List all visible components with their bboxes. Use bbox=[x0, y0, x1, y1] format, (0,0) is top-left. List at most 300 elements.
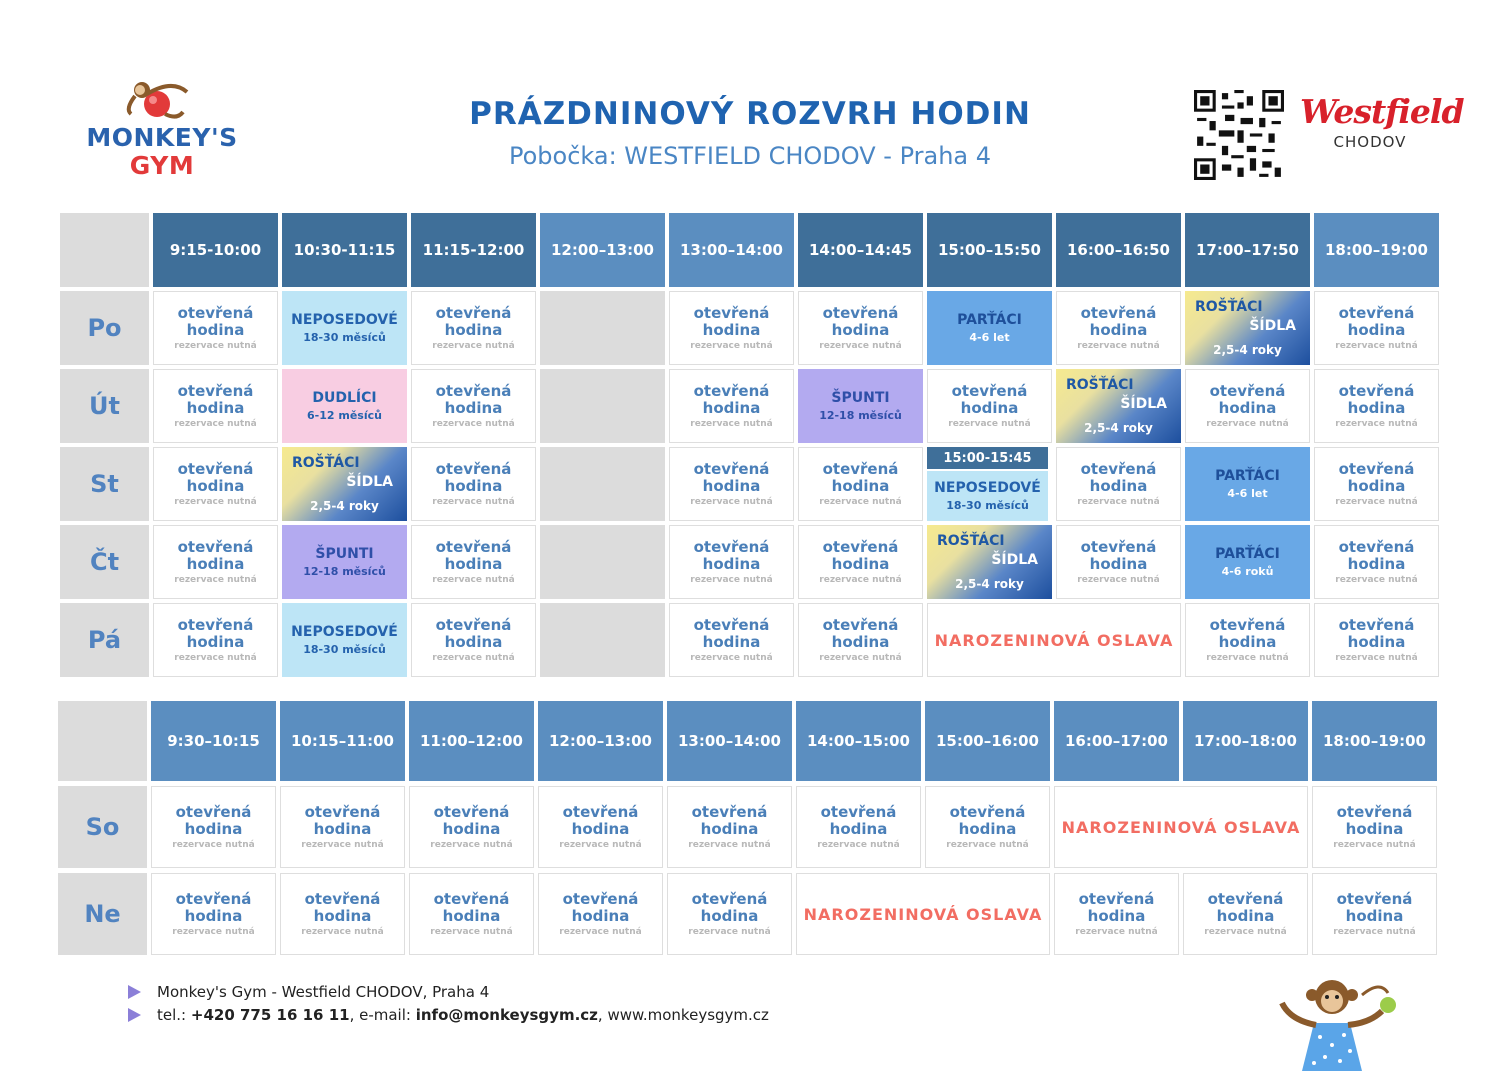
open-label-2: hodina bbox=[571, 907, 630, 925]
class-age: 12-18 měsíců bbox=[819, 409, 902, 422]
class-cell-rostaci[interactable] bbox=[1185, 291, 1310, 365]
open-label: otevřená bbox=[822, 538, 899, 556]
open-label: otevřená bbox=[177, 460, 254, 478]
reservation-note: rezervace nutná bbox=[1335, 653, 1418, 663]
reservation-note: rezervace nutná bbox=[432, 341, 515, 351]
phone-number[interactable]: +420 775 16 16 11 bbox=[190, 1006, 350, 1024]
open-session-cell[interactable] bbox=[280, 786, 405, 868]
time-slot-header bbox=[667, 701, 792, 781]
time-slot-header bbox=[1185, 213, 1310, 287]
reservation-note: rezervace nutná bbox=[690, 497, 773, 507]
time-slot-label: 18:00–19:00 bbox=[1325, 241, 1428, 259]
time-slot-label: 14:00–14:45 bbox=[809, 241, 912, 259]
open-session-cell[interactable] bbox=[796, 786, 921, 868]
time-slot-header bbox=[411, 213, 536, 287]
class-name: ROŠŤÁCI bbox=[1066, 377, 1134, 393]
open-label: otevřená bbox=[1209, 382, 1286, 400]
class-name: DUDLÍCI bbox=[312, 390, 377, 406]
open-label-2: hodina bbox=[186, 633, 245, 651]
open-label: otevřená bbox=[1338, 460, 1415, 478]
open-session-cell[interactable] bbox=[151, 873, 276, 955]
closed-slot bbox=[540, 525, 665, 599]
reservation-note: rezervace nutná bbox=[1335, 419, 1418, 429]
reservation-note: rezervace nutná bbox=[1206, 653, 1289, 663]
open-session-cell[interactable] bbox=[798, 291, 923, 365]
open-label-2: hodina bbox=[831, 555, 890, 573]
time-slot-header bbox=[540, 213, 665, 287]
time-slot-header bbox=[1312, 701, 1437, 781]
open-label: otevřená bbox=[435, 538, 512, 556]
open-label: otevřená bbox=[435, 382, 512, 400]
page-subtitle: Pobočka: WESTFIELD CHODOV - Praha 4 bbox=[508, 142, 992, 170]
split-time-label: 15:00-15:45 bbox=[943, 450, 1032, 466]
open-label-2: hodina bbox=[702, 399, 761, 417]
open-session-cell[interactable] bbox=[669, 603, 794, 677]
open-label-2: hodina bbox=[1089, 477, 1148, 495]
class-age: 4-6 roků bbox=[1221, 565, 1274, 578]
table-corner bbox=[60, 213, 149, 287]
reservation-note: rezervace nutná bbox=[1204, 927, 1287, 937]
westfield-name: Westfield bbox=[1300, 92, 1464, 131]
time-slot-label: 10:30-11:15 bbox=[293, 241, 396, 259]
class-cell[interactable] bbox=[282, 525, 407, 599]
reservation-note: rezervace nutná bbox=[301, 927, 384, 937]
open-session-cell[interactable] bbox=[409, 786, 534, 868]
open-session-cell[interactable] bbox=[667, 786, 792, 868]
party-label: NAROZENINOVÁ OSLAVA bbox=[1061, 817, 1301, 837]
reservation-note: rezervace nutná bbox=[174, 575, 257, 585]
class-age: 18-30 měsíců bbox=[946, 499, 1029, 512]
day-label bbox=[60, 603, 149, 677]
open-session-cell[interactable] bbox=[153, 369, 278, 443]
open-label: otevřená bbox=[562, 890, 639, 908]
open-session-cell[interactable] bbox=[153, 603, 278, 677]
day-name: Pá bbox=[87, 626, 122, 654]
time-slot-header bbox=[153, 213, 278, 287]
open-session-cell[interactable] bbox=[1183, 873, 1308, 955]
time-slot-label: 13:00–14:00 bbox=[678, 732, 781, 750]
open-label: otevřená bbox=[304, 803, 381, 821]
day-label bbox=[60, 369, 149, 443]
open-label-2: hodina bbox=[1345, 820, 1404, 838]
open-label: otevřená bbox=[693, 538, 770, 556]
class-cell-rostaci[interactable] bbox=[282, 447, 407, 521]
class-cell[interactable] bbox=[927, 291, 1052, 365]
reservation-note: rezervace nutná bbox=[690, 653, 773, 663]
reservation-note: rezervace nutná bbox=[690, 575, 773, 585]
time-slot-header bbox=[925, 701, 1050, 781]
open-label: otevřená bbox=[1338, 304, 1415, 322]
time-slot-label: 14:00–15:00 bbox=[807, 732, 910, 750]
open-label-2: hodina bbox=[1089, 555, 1148, 573]
reservation-note: rezervace nutná bbox=[430, 927, 513, 937]
class-age: 18-30 měsíců bbox=[303, 331, 386, 344]
open-session-cell[interactable] bbox=[1314, 525, 1439, 599]
class-name: NEPOSEDOVÉ bbox=[934, 480, 1041, 496]
day-name: Čt bbox=[89, 548, 120, 576]
open-label: otevřená bbox=[693, 382, 770, 400]
open-label-2: hodina bbox=[1218, 399, 1277, 417]
footer-address bbox=[128, 983, 489, 1001]
reservation-note: rezervace nutná bbox=[1077, 575, 1160, 585]
open-label-2: hodina bbox=[186, 399, 245, 417]
reservation-note: rezervace nutná bbox=[432, 497, 515, 507]
class-name-2: ŠÍDLA bbox=[991, 552, 1038, 568]
class-name: PARŤÁCI bbox=[1215, 468, 1280, 484]
logo-wordmark bbox=[82, 124, 242, 180]
open-label-2: hodina bbox=[313, 907, 372, 925]
class-name-2: ŠÍDLA bbox=[346, 474, 393, 490]
class-age: 4-6 let bbox=[1227, 487, 1268, 500]
day-name: Út bbox=[89, 392, 120, 420]
reservation-note: rezervace nutná bbox=[688, 840, 771, 850]
birthday-party-cell[interactable] bbox=[796, 873, 1050, 955]
class-age: 18-30 měsíců bbox=[303, 643, 386, 656]
reservation-note: rezervace nutná bbox=[1335, 497, 1418, 507]
open-session-cell[interactable] bbox=[1056, 447, 1181, 521]
reservation-note: rezervace nutná bbox=[172, 927, 255, 937]
open-session-cell[interactable] bbox=[667, 873, 792, 955]
open-session-cell[interactable] bbox=[538, 786, 663, 868]
time-slot-label: 16:00–17:00 bbox=[1065, 732, 1168, 750]
open-session-cell[interactable] bbox=[669, 447, 794, 521]
email-link[interactable]: info@monkeysgym.cz bbox=[415, 1006, 598, 1024]
time-slot-header bbox=[282, 213, 407, 287]
open-session-cell[interactable] bbox=[411, 291, 536, 365]
class-name: PARŤÁCI bbox=[957, 312, 1022, 328]
class-age: 2,5-4 roky bbox=[1084, 421, 1153, 435]
open-label-2: hodina bbox=[444, 321, 503, 339]
page-title: PRÁZDNINOVÝ ROZVRH HODIN bbox=[469, 96, 1031, 132]
day-label bbox=[60, 291, 149, 365]
open-label: otevřená bbox=[691, 803, 768, 821]
open-label: otevřená bbox=[435, 616, 512, 634]
open-session-cell[interactable] bbox=[1056, 291, 1181, 365]
logo-line1: MONKEY'S bbox=[86, 123, 238, 152]
open-label: otevřená bbox=[177, 304, 254, 322]
footer-contact bbox=[128, 1006, 769, 1024]
time-slot-header bbox=[1054, 701, 1179, 781]
time-slot-label: 12:00–13:00 bbox=[549, 732, 652, 750]
closed-slot bbox=[540, 603, 665, 677]
day-label bbox=[60, 525, 149, 599]
open-session-cell[interactable] bbox=[1056, 525, 1181, 599]
time-slot-label: 16:00–16:50 bbox=[1067, 241, 1170, 259]
class-name: ŠPUNTI bbox=[315, 546, 374, 562]
split-time-header bbox=[927, 447, 1048, 469]
open-label: otevřená bbox=[693, 460, 770, 478]
bullet-arrow-icon bbox=[128, 985, 141, 999]
open-session-cell[interactable] bbox=[411, 603, 536, 677]
class-cell[interactable] bbox=[1185, 447, 1310, 521]
closed-slot bbox=[540, 369, 665, 443]
bullet-arrow-icon bbox=[128, 1008, 141, 1022]
open-label-2: hodina bbox=[444, 555, 503, 573]
monkeys-gym-logo bbox=[72, 74, 242, 194]
open-label-2: hodina bbox=[1216, 907, 1275, 925]
reservation-note: rezervace nutná bbox=[174, 419, 257, 429]
open-session-cell[interactable] bbox=[669, 369, 794, 443]
open-session-cell[interactable] bbox=[925, 786, 1050, 868]
open-label: otevřená bbox=[822, 616, 899, 634]
birthday-party-cell[interactable] bbox=[927, 603, 1181, 677]
open-label-2: hodina bbox=[1347, 555, 1406, 573]
monkey-mascot-icon bbox=[1270, 975, 1400, 1071]
day-label bbox=[58, 873, 147, 955]
open-session-cell[interactable] bbox=[1312, 786, 1437, 868]
tel-label: tel.: bbox=[157, 1006, 191, 1024]
open-label: otevřená bbox=[1078, 890, 1155, 908]
class-age: 12-18 měsíců bbox=[303, 565, 386, 578]
class-cell[interactable] bbox=[927, 471, 1048, 521]
open-label: otevřená bbox=[1209, 616, 1286, 634]
open-label: otevřená bbox=[1080, 304, 1157, 322]
open-session-cell[interactable] bbox=[538, 873, 663, 955]
reservation-note: rezervace nutná bbox=[174, 653, 257, 663]
qr-code-icon[interactable] bbox=[1194, 90, 1284, 180]
open-label: otevřená bbox=[822, 460, 899, 478]
reservation-note: rezervace nutná bbox=[819, 497, 902, 507]
class-cell[interactable] bbox=[1185, 525, 1310, 599]
open-label: otevřená bbox=[949, 803, 1026, 821]
open-label: otevřená bbox=[822, 304, 899, 322]
time-slot-header bbox=[409, 701, 534, 781]
time-slot-label: 15:00–15:50 bbox=[938, 241, 1041, 259]
reservation-note: rezervace nutná bbox=[559, 927, 642, 937]
open-label-2: hodina bbox=[184, 820, 243, 838]
reservation-note: rezervace nutná bbox=[1335, 341, 1418, 351]
reservation-note: rezervace nutná bbox=[301, 840, 384, 850]
time-slot-header bbox=[151, 701, 276, 781]
reservation-note: rezervace nutná bbox=[946, 840, 1029, 850]
open-label: otevřená bbox=[693, 616, 770, 634]
open-label-2: hodina bbox=[831, 477, 890, 495]
open-session-cell[interactable] bbox=[669, 525, 794, 599]
reservation-note: rezervace nutná bbox=[690, 341, 773, 351]
time-slot-label: 11:00–12:00 bbox=[420, 732, 523, 750]
party-label: NAROZENINOVÁ OSLAVA bbox=[803, 904, 1043, 924]
time-slot-header bbox=[798, 213, 923, 287]
reservation-note: rezervace nutná bbox=[688, 927, 771, 937]
open-session-cell[interactable] bbox=[1314, 369, 1439, 443]
open-session-cell[interactable] bbox=[1314, 291, 1439, 365]
reservation-note: rezervace nutná bbox=[432, 419, 515, 429]
class-cell[interactable] bbox=[282, 369, 407, 443]
open-label-2: hodina bbox=[1345, 907, 1404, 925]
time-slot-label: 17:00–17:50 bbox=[1196, 241, 1299, 259]
time-slot-header bbox=[669, 213, 794, 287]
open-label: otevřená bbox=[1080, 538, 1157, 556]
class-name: PARŤÁCI bbox=[1215, 546, 1280, 562]
open-label-2: hodina bbox=[186, 321, 245, 339]
open-session-cell[interactable] bbox=[669, 291, 794, 365]
open-label-2: hodina bbox=[444, 633, 503, 651]
party-label: NAROZENINOVÁ OSLAVA bbox=[934, 630, 1174, 650]
class-name: NEPOSEDOVÉ bbox=[291, 312, 398, 328]
open-label: otevřená bbox=[175, 803, 252, 821]
open-label: otevřená bbox=[1080, 460, 1157, 478]
open-label: otevřená bbox=[820, 803, 897, 821]
day-name: So bbox=[85, 813, 120, 841]
open-session-cell[interactable] bbox=[1054, 873, 1179, 955]
open-label: otevřená bbox=[435, 304, 512, 322]
open-session-cell[interactable] bbox=[409, 873, 534, 955]
time-slot-header bbox=[1183, 701, 1308, 781]
email-label: , e-mail: bbox=[349, 1006, 416, 1024]
time-slot-header bbox=[927, 213, 1052, 287]
open-label-2: hodina bbox=[442, 907, 501, 925]
class-cell[interactable] bbox=[282, 603, 407, 677]
open-label-2: hodina bbox=[444, 399, 503, 417]
open-session-cell[interactable] bbox=[1185, 603, 1310, 677]
open-label-2: hodina bbox=[958, 820, 1017, 838]
time-slot-label: 15:00–16:00 bbox=[936, 732, 1039, 750]
open-label-2: hodina bbox=[186, 477, 245, 495]
open-label: otevřená bbox=[1338, 382, 1415, 400]
open-label-2: hodina bbox=[1347, 399, 1406, 417]
monkey-ball-icon bbox=[117, 74, 197, 124]
open-label: otevřená bbox=[175, 890, 252, 908]
open-session-cell[interactable] bbox=[151, 786, 276, 868]
class-cell-rostaci[interactable] bbox=[1056, 369, 1181, 443]
reservation-note: rezervace nutná bbox=[819, 653, 902, 663]
open-label: otevřená bbox=[177, 382, 254, 400]
class-cell[interactable] bbox=[282, 291, 407, 365]
open-label-2: hodina bbox=[571, 820, 630, 838]
time-slot-label: 17:00–18:00 bbox=[1194, 732, 1297, 750]
reservation-note: rezervace nutná bbox=[172, 840, 255, 850]
open-label: otevřená bbox=[435, 460, 512, 478]
reservation-note: rezervace nutná bbox=[1333, 840, 1416, 850]
class-age: 2,5-4 roky bbox=[1213, 343, 1282, 357]
reservation-note: rezervace nutná bbox=[432, 653, 515, 663]
open-label-2: hodina bbox=[186, 555, 245, 573]
time-slot-label: 13:00–14:00 bbox=[680, 241, 783, 259]
open-session-cell[interactable] bbox=[153, 525, 278, 599]
open-label-2: hodina bbox=[700, 820, 759, 838]
birthday-party-cell[interactable] bbox=[1054, 786, 1308, 868]
westfield-place: CHODOV bbox=[1333, 133, 1407, 151]
open-label-2: hodina bbox=[313, 820, 372, 838]
reservation-note: rezervace nutná bbox=[817, 840, 900, 850]
reservation-note: rezervace nutná bbox=[174, 341, 257, 351]
class-age: 2,5-4 roky bbox=[955, 577, 1024, 591]
time-slot-label: 12:00–13:00 bbox=[551, 241, 654, 259]
open-session-cell[interactable] bbox=[1185, 369, 1310, 443]
open-label: otevřená bbox=[304, 890, 381, 908]
open-label-2: hodina bbox=[829, 820, 888, 838]
open-label-2: hodina bbox=[700, 907, 759, 925]
reservation-note: rezervace nutná bbox=[432, 575, 515, 585]
open-label: otevřená bbox=[433, 803, 510, 821]
open-label: otevřená bbox=[1338, 616, 1415, 634]
open-label-2: hodina bbox=[444, 477, 503, 495]
time-slot-label: 9:15-10:00 bbox=[169, 241, 262, 259]
open-label: otevřená bbox=[433, 890, 510, 908]
reservation-note: rezervace nutná bbox=[1075, 927, 1158, 937]
open-label-2: hodina bbox=[702, 477, 761, 495]
time-slot-header bbox=[1056, 213, 1181, 287]
reservation-note: rezervace nutná bbox=[1333, 927, 1416, 937]
open-session-cell[interactable] bbox=[1314, 603, 1439, 677]
open-session-cell[interactable] bbox=[411, 369, 536, 443]
reservation-note: rezervace nutná bbox=[819, 341, 902, 351]
reservation-note: rezervace nutná bbox=[819, 575, 902, 585]
open-session-cell[interactable] bbox=[1312, 873, 1437, 955]
class-cell[interactable] bbox=[798, 369, 923, 443]
day-label bbox=[60, 447, 149, 521]
open-session-cell[interactable] bbox=[411, 447, 536, 521]
class-cell-rostaci[interactable] bbox=[927, 525, 1052, 599]
open-label: otevřená bbox=[177, 538, 254, 556]
class-age: 4-6 let bbox=[969, 331, 1010, 344]
open-label-2: hodina bbox=[702, 633, 761, 651]
open-label: otevřená bbox=[1338, 538, 1415, 556]
open-session-cell[interactable] bbox=[798, 447, 923, 521]
table-corner bbox=[58, 701, 147, 781]
open-session-cell[interactable] bbox=[153, 447, 278, 521]
class-name: ROŠŤÁCI bbox=[292, 455, 360, 471]
westfield-logo bbox=[1300, 92, 1464, 151]
class-name-2: ŠÍDLA bbox=[1249, 318, 1296, 334]
reservation-note: rezervace nutná bbox=[1077, 497, 1160, 507]
open-label-2: hodina bbox=[1347, 477, 1406, 495]
open-session-cell[interactable] bbox=[798, 525, 923, 599]
open-label-2: hodina bbox=[831, 633, 890, 651]
open-label: otevřená bbox=[691, 890, 768, 908]
open-label: otevřená bbox=[693, 304, 770, 322]
open-session-cell[interactable] bbox=[153, 291, 278, 365]
open-label-2: hodina bbox=[831, 321, 890, 339]
reservation-note: rezervace nutná bbox=[690, 419, 773, 429]
day-name: Ne bbox=[84, 900, 121, 928]
reservation-note: rezervace nutná bbox=[559, 840, 642, 850]
day-label bbox=[58, 786, 147, 868]
open-label-2: hodina bbox=[184, 907, 243, 925]
open-label-2: hodina bbox=[702, 555, 761, 573]
closed-slot bbox=[540, 291, 665, 365]
day-name: Po bbox=[87, 314, 122, 342]
class-age: 2,5-4 roky bbox=[310, 499, 379, 513]
open-session-cell[interactable] bbox=[280, 873, 405, 955]
class-age: 6-12 měsíců bbox=[307, 409, 382, 422]
open-label-2: hodina bbox=[1347, 321, 1406, 339]
reservation-note: rezervace nutná bbox=[1206, 419, 1289, 429]
open-label: otevřená bbox=[1336, 803, 1413, 821]
website-link[interactable]: , www.monkeysgym.cz bbox=[597, 1006, 769, 1024]
time-slot-label: 18:00–19:00 bbox=[1323, 732, 1426, 750]
open-label-2: hodina bbox=[702, 321, 761, 339]
time-slot-header bbox=[796, 701, 921, 781]
open-session-cell[interactable] bbox=[1314, 447, 1439, 521]
closed-slot bbox=[540, 447, 665, 521]
time-slot-header bbox=[280, 701, 405, 781]
open-label-2: hodina bbox=[1087, 907, 1146, 925]
time-slot-label: 11:15-12:00 bbox=[422, 241, 525, 259]
open-label-2: hodina bbox=[1347, 633, 1406, 651]
open-session-cell[interactable] bbox=[927, 369, 1052, 443]
open-label-2: hodina bbox=[1089, 321, 1148, 339]
open-session-cell[interactable] bbox=[411, 525, 536, 599]
open-label-2: hodina bbox=[1218, 633, 1277, 651]
open-label: otevřená bbox=[1207, 890, 1284, 908]
reservation-note: rezervace nutná bbox=[174, 497, 257, 507]
class-name: ŠPUNTI bbox=[831, 390, 890, 406]
open-label: otevřená bbox=[1336, 890, 1413, 908]
class-name: ROŠŤÁCI bbox=[937, 533, 1005, 549]
day-name: St bbox=[90, 470, 119, 498]
open-session-cell[interactable] bbox=[798, 603, 923, 677]
